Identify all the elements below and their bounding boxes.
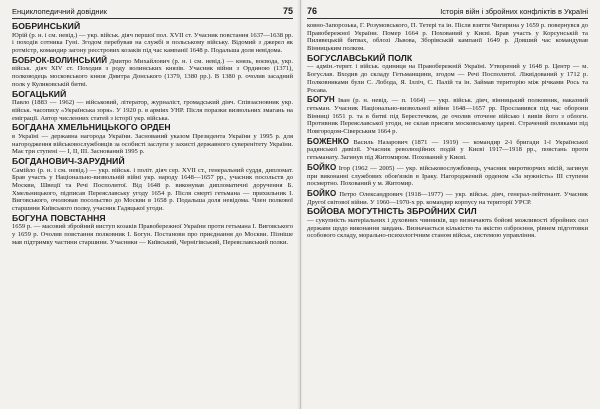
dictionary-entry xyxy=(12,22,293,55)
left-entries xyxy=(12,22,293,246)
dictionary-entry xyxy=(307,22,588,53)
dictionary-entry xyxy=(307,137,588,162)
dictionary-entry xyxy=(307,207,588,240)
left-running-title: Енциклопедичний довідник xyxy=(12,6,107,16)
dictionary-entry xyxy=(307,189,588,206)
dictionary-entry xyxy=(307,54,588,94)
dictionary-entry xyxy=(12,56,293,89)
dictionary-entry xyxy=(307,95,588,136)
entry-text: Василь Назарович (1871 — 1919) — командир 2-ї бригади 1-ї Української радянської дивізії. Учасник революційних подій у Києві 1917—1918 рр., повстань проти гетьманату. Загинув під Житомиром. Похований у Києві. xyxy=(307,138,588,162)
left-page-number: 75 xyxy=(282,6,293,16)
dictionary-entry xyxy=(12,90,293,123)
dictionary-entry xyxy=(12,157,293,213)
dictionary-entry xyxy=(12,214,293,247)
entry-headword: БОГУНА ПОВСТАННЯ xyxy=(12,212,106,223)
entry-headword: БОЙКО xyxy=(307,188,337,198)
entry-text: — сукупність матеріальних і духовних чинників, що визначають бойові можливості збройних сил держави щодо виконання завдань. Визначається кількістю та якістю озброєння, рівнем підготовки особового складу, морально-психологічним станом військ, системою управління. xyxy=(307,216,588,240)
entry-text: ковно-Запорозька, Г. Розумовського, П. Тетері та ін. Після взяття Чигирина у 1659 р. повернувся до Правобережної України. Помер 1664 р. Похований у Києві. Брав участь у Корсунській та Пилявецькій битвах, облозі Львова, Зборівській кампанії 1649 р. Довший час командував Вінницьким полком. xyxy=(307,22,588,53)
entry-headword: БОБРОК-ВОЛИНСЬКИЙ xyxy=(12,55,108,65)
entry-text: Дмитро Михайлович (р. н. і см. невід.) — князь, воєвода, укр. військ. діяч XIV ст. Походив з роду волинських князів. Учасник війни з Ординою (1371), полководець московського князя Дмитра Донського (1379, 1380 рр.). В 1380 р. очолив засадний полк у Куликовській битві. xyxy=(12,57,293,88)
entry-headword: БОЖЕНКО xyxy=(307,136,350,146)
entry-headword: БОГУН xyxy=(307,95,335,105)
entry-headword: БОЙКО xyxy=(307,162,337,172)
entry-headword: БОЙОВА МОГУТНІСТЬ ЗБРОЙНИХ СИЛ xyxy=(307,206,477,217)
right-entries xyxy=(307,22,588,240)
entry-text: Петро Олександрович (1918—1977) — укр. військ. діяч, генерал-лейтенант. Учасник Другої світової війни. У 1960—1970-х рр. командир корпусу на території УРСР. xyxy=(307,190,588,206)
entry-headword: БОГУСЛАВСЬКИЙ ПОЛК xyxy=(307,52,413,63)
right-page-number: 76 xyxy=(307,6,318,16)
entry-text: — адмін.-терит. і військ. одиниця на Правобережній Україні. Утворений у 1648 р. Центр — м. Богуслав. Входив до складу Гетьманщини, згодом — Речі Посполитої. Ліквідований у 1712 р. Полковниками були С. Лобода, Я. Ілліч, С. Палій та ін. Займав територію між річками Рось та Росава. xyxy=(307,63,588,94)
entry-text: Ігор (1962 — 2005) — укр. військовослужбовець, учасник миротворчих місій, загинув при виконанні службових обов'язків в Іраку. Нагороджений орденом «За мужність» ІІІ ступеня посмертно. Похований у м. Житомир. xyxy=(307,164,588,188)
book-gutter xyxy=(297,0,303,409)
entry-headword: БОГАЦЬКИЙ xyxy=(12,88,67,99)
entry-text: Павло (1883 — 1962) — військовий, літератор, журналіст, громадський діяч. Співзасновник укр. військ. часопису «Українська зоря». У 1920 р. в арміях УНР. Після поразки визвольних змагань на еміграції. Автор численних статей з історії укр. війська. xyxy=(12,99,293,122)
left-running-head xyxy=(12,6,293,19)
dictionary-entry xyxy=(12,123,293,156)
right-running-head xyxy=(307,6,588,19)
entry-text: 1659 р. — масовий збройний виступ козаків Правобережної України проти гетьмана І. Виговського у 1659 р. Очолив повстання полковник І. Богун. Постанови про приєднання до Москви. Пізніше мав підтримку частини старшини. Учасники — Київський, Чернігівський, Переяславський полки. xyxy=(12,223,293,246)
entry-text: в Україні — державна нагорода України. Заснований указом Президента України у 1995 р. для нагородження військовослужбовців за особисті заслуги у захисті державного суверенітету України. Має три ступені — І, ІІ, ІІІ. Заснований 1995 р. xyxy=(12,132,293,156)
entry-headword: БОГДАНА ХМЕЛЬНИЦЬКОГО ОРДЕН xyxy=(12,122,171,133)
entry-text: Юрій (р. н. і см. невід.) — укр. військ. діяч першої пол. XVII ст. Учасник повстання 1637—1638 рр. і походів сотника Гуні. Згодом перебував на службі в польському війську. Відомий з джерел як ротмістр, командир загону реєстрових козаків під час кампанії 1648 р. Подальша доля невідома. xyxy=(12,31,293,54)
right-running-title: Історія війн і збройних конфліктів в Україні xyxy=(440,6,588,16)
right-page xyxy=(300,0,600,409)
entry-headword: БОБРИНСЬКИЙ xyxy=(12,21,81,31)
entry-headword: БОГДАНОВИЧ-ЗАРУДНИЙ xyxy=(12,155,125,166)
entry-text: Самійло (р. н. і см. невід.) — укр. військ. і політ. діяч сер. XVII ст., генеральний суддя, дипломат. Брав участь у Національно-визвольній війні укр. народу 1648—1657 рр., учасник посольств до Москви, Швеції та Речі Посполитої. Від 1648 р. виконував дипломатичні доручення Б. Хмельницького, підписав Переяславську угоду 1654 р. Після смерті гетьмана — прихильник І. Виговського, очолював посольство до Москви в 1658 р. Подальша доля невідома. Член полкової старшини Київського полку, учасник Гадяцької угоди. xyxy=(12,166,293,213)
dictionary-entry xyxy=(307,163,588,188)
entry-text: Іван (р. н. невід. — п. 1664) — укр. військ. діяч, вінницький полковник, наказний гетьман. Учасник Національно-визвольної війни 1648—1657 рр. Прославився під час оборони Вінниці 1651 р. та в битві під Берестечком, де очолив оточене військо і вивів його з облоги. Противник Переяславської угоди, не склав присяги московському цареві. Страчений поляками під Новгородом-Сіверським 1664 р. xyxy=(307,97,588,136)
